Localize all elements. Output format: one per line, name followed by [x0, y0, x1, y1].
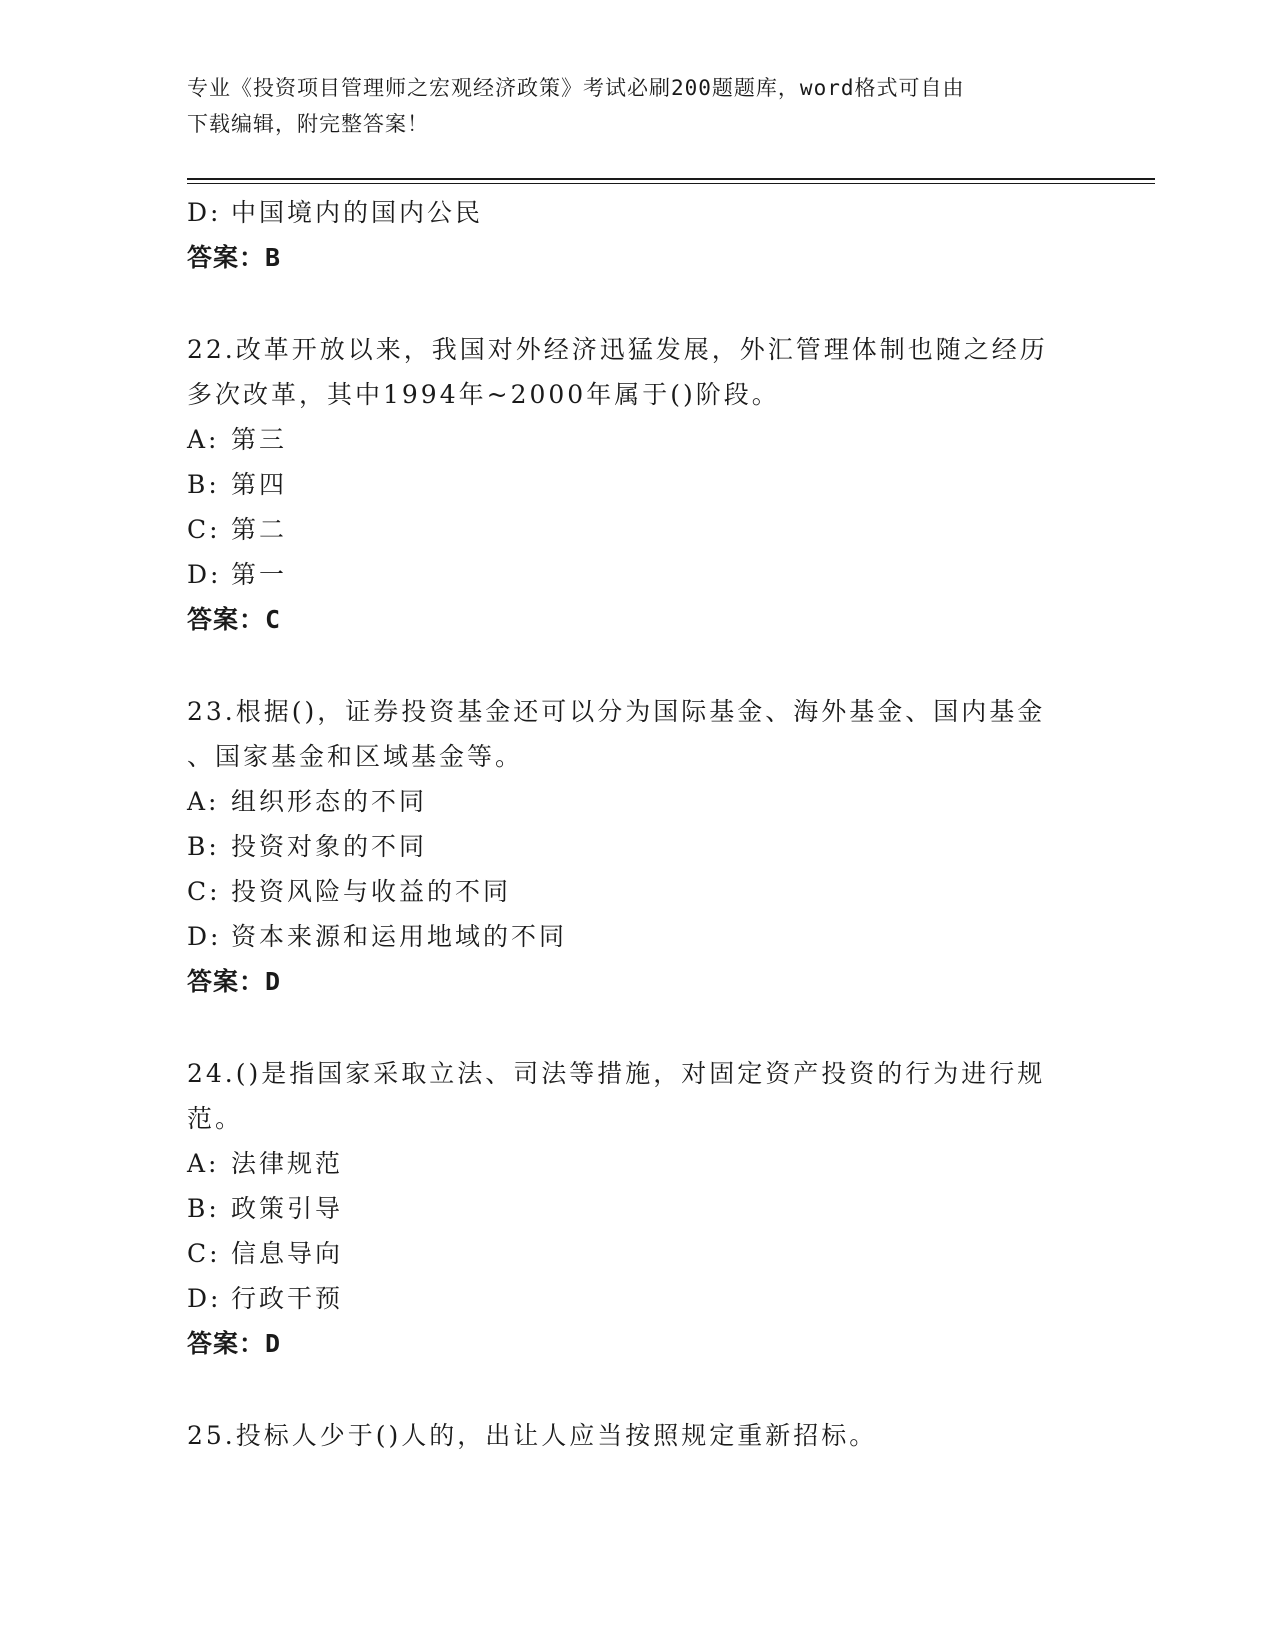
q21-option-d: D: 中国境内的国内公民 — [187, 198, 484, 227]
question-content — [187, 190, 1087, 1458]
q24-option-b: B: 政策引导 — [187, 1194, 344, 1223]
q22-stem-line-1: 22.改革开放以来，我国对外经济迅猛发展，外汇管理体制也随之经历 — [187, 335, 1048, 364]
q23-option-a: A: 组织形态的不同 — [187, 787, 428, 816]
q22-stem-line-2: 多次改革，其中1994年~2000年属于()阶段。 — [187, 380, 780, 409]
q24-option-c: C: 信息导向 — [187, 1239, 344, 1268]
q24-stem-line-1: 24.()是指国家采取立法、司法等措施，对固定资产投资的行为进行规 — [187, 1059, 1046, 1088]
q21-answer: 答案：B — [187, 243, 282, 272]
q22-option-b: B: 第四 — [187, 470, 288, 499]
question-22 — [187, 327, 1087, 642]
q23-stem-line-1: 23.根据()，证券投资基金还可以分为国际基金、海外基金、国内基金 — [187, 697, 1046, 726]
header-divider-thick — [187, 178, 1155, 180]
q24-stem-line-2: 范。 — [187, 1104, 244, 1133]
question-24 — [187, 1051, 1087, 1366]
q22-answer: 答案：C — [187, 605, 282, 634]
q22-option-a: A: 第三 — [187, 425, 288, 454]
q23-answer: 答案：D — [187, 967, 282, 996]
question-25 — [187, 1413, 1087, 1458]
q23-option-c: C: 投资风险与收益的不同 — [187, 877, 512, 906]
q22-option-d: D: 第一 — [187, 560, 288, 589]
q22-option-c: C: 第二 — [187, 515, 288, 544]
q24-option-a: A: 法律规范 — [187, 1149, 344, 1178]
q24-answer: 答案：D — [187, 1329, 282, 1358]
q23-option-b: B: 投资对象的不同 — [187, 832, 428, 861]
header-line-1: 专业《投资项目管理师之宏观经济政策》考试必刷200题题库，word格式可自由 — [187, 76, 965, 100]
q24-option-d: D: 行政干预 — [187, 1284, 344, 1313]
question-23 — [187, 689, 1087, 1004]
header-line-2: 下载编辑，附完整答案！ — [187, 112, 429, 136]
q23-stem-line-2: 、国家基金和区域基金等。 — [187, 742, 524, 771]
document-header — [187, 70, 1087, 142]
q23-option-d: D: 资本来源和运用地域的不同 — [187, 922, 568, 951]
header-divider-thin — [187, 183, 1155, 184]
q25-stem-line-1: 25.投标人少于()人的，出让人应当按照规定重新招标。 — [187, 1421, 878, 1450]
